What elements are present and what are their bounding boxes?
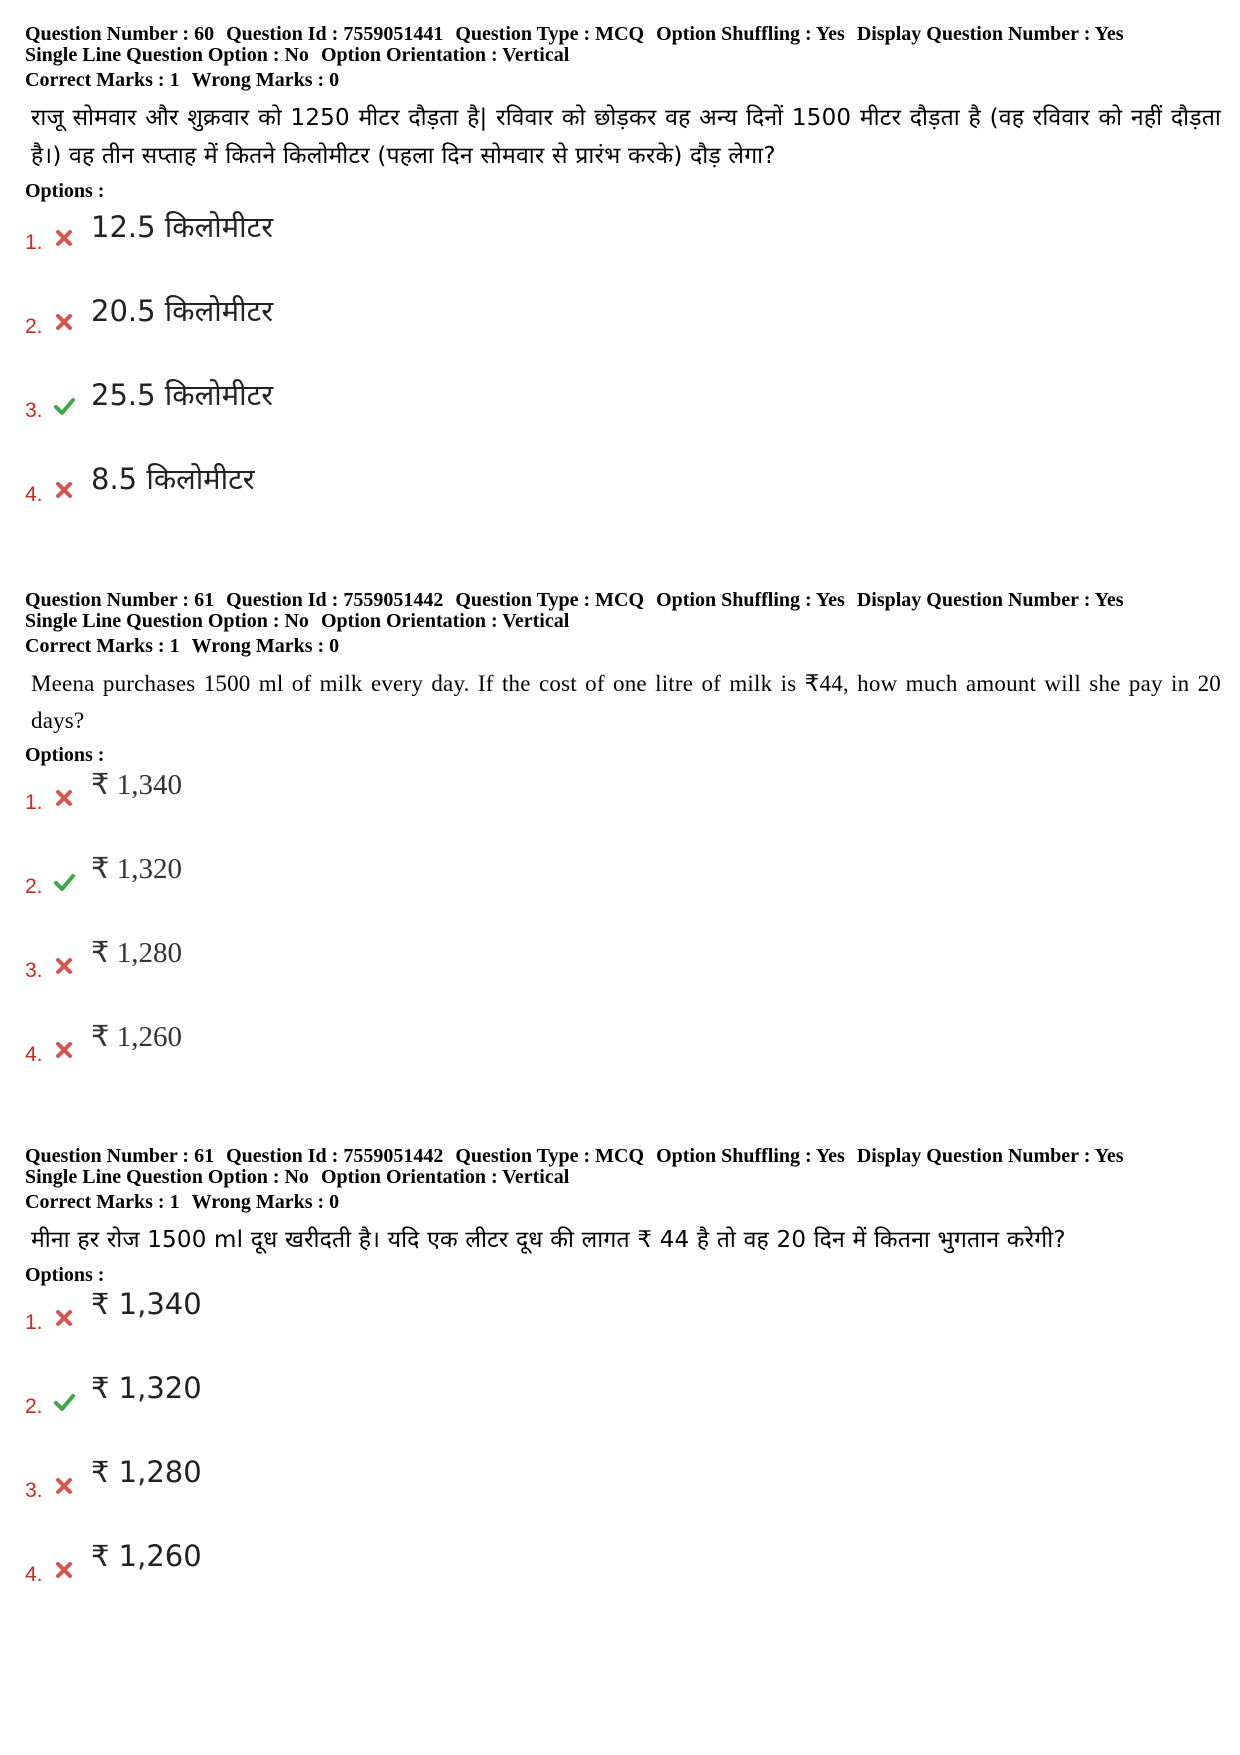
- options-label: Options :: [25, 1264, 105, 1286]
- options-label: Options :: [25, 744, 105, 766]
- options-list: [25, 1281, 1225, 1617]
- option-2: [25, 1365, 1225, 1449]
- question-text: Meena purchases 1500 ml of milk every day. If the cost of one litre of milk is ₹44, how much amount will she pay in 20 days?: [31, 671, 1221, 733]
- display-question-number: Display Question Number : Yes: [856, 589, 1124, 611]
- option-text: 12.5 किलोमीटर: [91, 210, 274, 244]
- cross-icon: [53, 955, 75, 977]
- option-number: 1.: [25, 1311, 43, 1334]
- question-text: राजू सोमवार और शुक्रवार को 1250 मीटर दौड़ता है| रविवार को छोड़कर वह अन्य दिनों 1500 मीटर दौड़ता है (वह रविवार को नहीं दौड़ता है।) वह तीन सप्ताह में कितने किलोमीटर (पहला दिन सोमवार से प्रारंभ करके) दौड़ लेगा?: [31, 105, 1221, 169]
- question-meta-line: [25, 1146, 1225, 1167]
- option-2: [25, 845, 1225, 929]
- option-3: [25, 1449, 1225, 1533]
- display-question-number: Display Question Number : Yes: [856, 23, 1124, 45]
- option-text: ₹ 1,320: [91, 853, 182, 885]
- wrong-marks: Wrong Marks : 0: [191, 1191, 340, 1213]
- check-icon: [53, 871, 75, 893]
- option-2: [25, 285, 1225, 369]
- single-line-option: Single Line Question Option : No: [25, 44, 309, 66]
- question-number: Question Number : 60: [25, 23, 215, 45]
- option-number: 2.: [25, 1395, 43, 1418]
- option-shuffling: Option Shuffling : Yes: [656, 23, 845, 45]
- option-number: 4.: [25, 483, 43, 506]
- option-number: 2.: [25, 315, 43, 338]
- wrong-marks: Wrong Marks : 0: [191, 635, 340, 657]
- option-text: ₹ 1,280: [91, 1455, 202, 1489]
- cross-icon: [53, 1039, 75, 1061]
- question-id: Question Id : 7559051441: [226, 23, 444, 45]
- cross-icon: [53, 787, 75, 809]
- cross-icon: [53, 479, 75, 501]
- marks-line: [25, 70, 1225, 91]
- option-shuffling: Option Shuffling : Yes: [656, 589, 845, 611]
- option-text: ₹ 1,340: [91, 1287, 202, 1321]
- question-block-61-hindi: [25, 1146, 1225, 1617]
- option-number: 3.: [25, 1479, 43, 1502]
- option-text: ₹ 1,260: [91, 1539, 202, 1573]
- question-meta-line: [25, 24, 1225, 45]
- single-line-option: Single Line Question Option : No: [25, 1166, 309, 1188]
- question-meta-line-2: [25, 1167, 1225, 1188]
- question-meta-line: [25, 590, 1225, 611]
- cross-icon: [53, 1307, 75, 1329]
- question-id: Question Id : 7559051442: [226, 1145, 444, 1167]
- question-block-61-english: [25, 590, 1225, 1097]
- cross-icon: [53, 227, 75, 249]
- check-icon: [53, 395, 75, 417]
- option-number: 1.: [25, 791, 43, 814]
- question-meta-line-2: [25, 611, 1225, 632]
- cross-icon: [53, 1559, 75, 1581]
- option-3: [25, 369, 1225, 453]
- check-icon: [53, 1391, 75, 1413]
- question-id: Question Id : 7559051442: [226, 589, 444, 611]
- option-1: [25, 201, 1225, 285]
- option-4: [25, 1013, 1225, 1097]
- cross-icon: [53, 311, 75, 333]
- display-question-number: Display Question Number : Yes: [856, 1145, 1124, 1167]
- option-text: ₹ 1,340: [91, 769, 182, 801]
- option-text: ₹ 1,280: [91, 937, 182, 969]
- option-number: 4.: [25, 1043, 43, 1066]
- option-number: 2.: [25, 875, 43, 898]
- options-list: [25, 201, 1225, 537]
- question-number: Question Number : 61: [25, 1145, 215, 1167]
- option-text: 25.5 किलोमीटर: [91, 378, 274, 412]
- question-block-60: [25, 24, 1225, 537]
- option-4: [25, 453, 1225, 537]
- option-text: 8.5 किलोमीटर: [91, 462, 255, 496]
- correct-marks: Correct Marks : 1: [25, 69, 180, 91]
- option-shuffling: Option Shuffling : Yes: [656, 1145, 845, 1167]
- option-number: 3.: [25, 399, 43, 422]
- question-number: Question Number : 61: [25, 589, 215, 611]
- question-meta-line-2: [25, 45, 1225, 66]
- cross-icon: [53, 1475, 75, 1497]
- option-orientation: Option Orientation : Vertical: [320, 44, 570, 66]
- option-text: 20.5 किलोमीटर: [91, 294, 274, 328]
- option-number: 1.: [25, 231, 43, 254]
- option-1: [25, 1281, 1225, 1365]
- correct-marks: Correct Marks : 1: [25, 635, 180, 657]
- option-orientation: Option Orientation : Vertical: [320, 1166, 570, 1188]
- marks-line: [25, 636, 1225, 657]
- option-number: 4.: [25, 1563, 43, 1586]
- option-1: [25, 761, 1225, 845]
- question-type: Question Type : MCQ: [455, 589, 645, 611]
- question-text: मीना हर रोज 1500 ml दूध खरीदती है। यदि एक लीटर दूध की लागत ₹ 44 है तो वह 20 दिन में कितना भुगतान करेगी?: [31, 1227, 1066, 1253]
- marks-line: [25, 1192, 1225, 1213]
- single-line-option: Single Line Question Option : No: [25, 610, 309, 632]
- wrong-marks: Wrong Marks : 0: [191, 69, 340, 91]
- options-list: [25, 761, 1225, 1097]
- options-label: Options :: [25, 180, 105, 202]
- correct-marks: Correct Marks : 1: [25, 1191, 180, 1213]
- option-text: ₹ 1,320: [91, 1371, 202, 1405]
- option-3: [25, 929, 1225, 1013]
- option-number: 3.: [25, 959, 43, 982]
- option-text: ₹ 1,260: [91, 1021, 182, 1053]
- question-type: Question Type : MCQ: [455, 23, 645, 45]
- option-4: [25, 1533, 1225, 1617]
- option-orientation: Option Orientation : Vertical: [320, 610, 570, 632]
- question-type: Question Type : MCQ: [455, 1145, 645, 1167]
